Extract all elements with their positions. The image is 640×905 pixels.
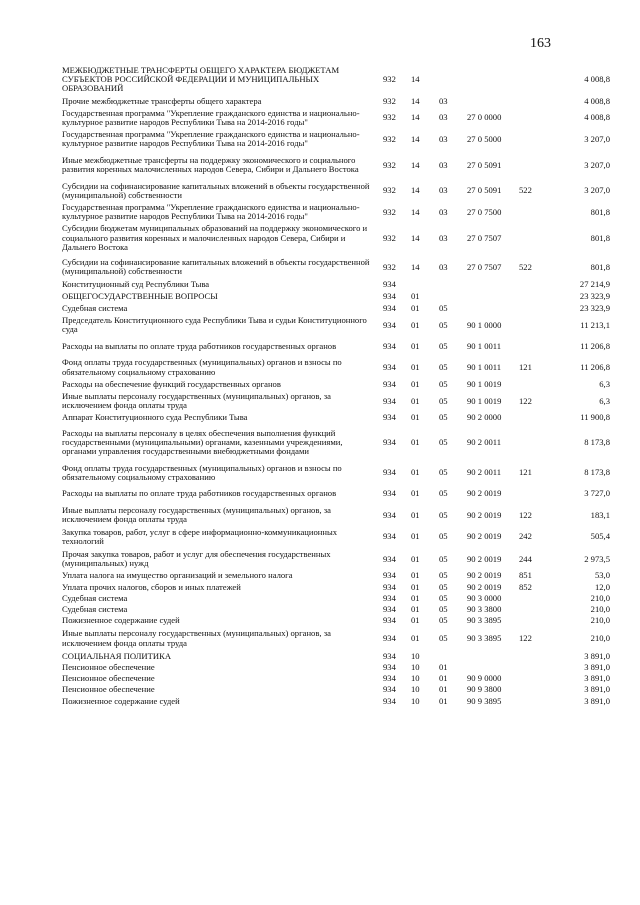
row-subsection-code: 03 [439, 261, 448, 272]
table-row [62, 280, 610, 289]
row-name: Субсидии на софинансирование капитальных вложений в объекты государственной (муниципальной) собственности [62, 180, 370, 200]
row-section-code: 01 [411, 340, 420, 351]
table-row [62, 594, 610, 603]
row-subsection-code: 05 [439, 340, 448, 351]
row-amount: 8 173,8 [584, 467, 610, 478]
row-section-code: 14 [411, 261, 420, 272]
row-amount: 53,0 [594, 570, 610, 581]
row-subsection-code: 05 [439, 488, 448, 499]
row-ministry-code: 934 [383, 488, 396, 499]
row-amount: 23 323,9 [579, 290, 610, 301]
row-section-code: 01 [411, 412, 420, 423]
row-target-article: 90 9 0000 [467, 673, 502, 684]
table-row [62, 571, 610, 580]
row-target-article: 27 0 7500 [467, 206, 502, 217]
row-name: Судебная система [62, 603, 128, 614]
row-ministry-code: 932 [383, 232, 396, 243]
row-ministry-code: 934 [383, 378, 396, 389]
row-amount: 6,3 [599, 378, 610, 389]
row-subsection-code: 03 [439, 206, 448, 217]
row-name: Уплата налога на имущество организаций и земельного налога [62, 570, 293, 581]
row-amount: 183,1 [590, 509, 610, 520]
table-row [62, 258, 610, 276]
row-name: Субсидии бюджетам муниципальных образований на поддержку экономического и социального развития коренных и малочисленных народов Севера, Сибири и Дальнего Востока [62, 223, 368, 252]
row-name: Пенсионное обеспечение [62, 661, 155, 672]
row-ministry-code: 934 [383, 531, 396, 542]
row-amount: 23 323,9 [579, 302, 610, 313]
row-amount: 11 900,8 [580, 412, 610, 423]
row-name: Закупка товаров, работ, услуг в сфере информационно-коммуникационных технологий [62, 526, 338, 546]
row-subsection-code: 01 [439, 695, 448, 706]
row-name: Аппарат Конституционного суда Республики Тыва [62, 412, 248, 423]
row-subsection-code: 05 [439, 592, 448, 603]
row-ministry-code: 934 [383, 673, 396, 684]
row-amount: 801,8 [590, 232, 610, 243]
row-name: СОЦИАЛЬНАЯ ПОЛИТИКА [62, 650, 172, 661]
row-section-code: 10 [411, 650, 420, 661]
row-name: Пожизненное содержание судей [62, 615, 180, 626]
row-amount: 27 214,9 [579, 279, 610, 290]
row-name: Государственная программа "Укрепление гражданского единства и национально-культурное развитие народов Республики Тыва на 2014-2016 годы" [62, 202, 360, 222]
table-row [62, 413, 610, 422]
row-subsection-code: 05 [439, 437, 448, 448]
table-row [62, 685, 610, 694]
row-name: Расходы на выплаты персоналу в целях обеспечения выполнения функций государственными (муниципальными) органами, казенными учреждениями, органами управления государственными внебюджетными фондами [62, 427, 343, 457]
row-amount: 4 008,8 [584, 112, 610, 123]
row-subsection-code: 05 [439, 531, 448, 542]
row-subsection-code: 05 [439, 467, 448, 478]
row-target-article: 90 1 0011 [467, 340, 502, 351]
row-expense-type: 522 [519, 261, 532, 272]
row-amount: 210,0 [590, 603, 610, 614]
row-section-code: 01 [411, 603, 420, 614]
row-ministry-code: 934 [383, 319, 396, 330]
row-section-code: 01 [411, 437, 420, 448]
table-row [62, 316, 610, 334]
row-subsection-code: 03 [439, 232, 448, 243]
row-target-article: 90 2 0000 [467, 412, 502, 423]
row-target-article: 90 2 0019 [467, 531, 502, 542]
row-target-article: 90 2 0011 [467, 467, 502, 478]
row-section-code: 14 [411, 232, 420, 243]
table-row [62, 97, 610, 106]
row-name: Расходы на обеспечение функций государственных органов [62, 378, 281, 389]
row-section-code: 01 [411, 592, 420, 603]
row-name: Пенсионное обеспечение [62, 673, 155, 684]
row-target-article: 27 0 0000 [467, 112, 502, 123]
row-amount: 505,4 [590, 531, 610, 542]
table-row [62, 182, 610, 200]
row-section-code: 14 [411, 74, 420, 85]
row-section-code: 14 [411, 185, 420, 196]
row-expense-type: 852 [519, 581, 532, 592]
row-subsection-code: 03 [439, 133, 448, 144]
row-amount: 3 891,0 [584, 673, 610, 684]
row-target-article: 90 2 0019 [467, 488, 502, 499]
row-target-article: 90 1 0019 [467, 378, 502, 389]
table-row [62, 629, 610, 647]
row-target-article: 90 2 0019 [467, 581, 502, 592]
row-ministry-code: 934 [383, 302, 396, 313]
table-row [62, 109, 610, 127]
row-target-article: 90 9 3895 [467, 695, 502, 706]
row-amount: 4 008,8 [584, 95, 610, 106]
row-ministry-code: 934 [383, 581, 396, 592]
table-row [62, 337, 610, 355]
row-name: Уплата прочих налогов, сборов и иных платежей [62, 581, 241, 592]
row-section-code: 10 [411, 695, 420, 706]
row-target-article: 90 1 0000 [467, 319, 502, 330]
row-ministry-code: 934 [383, 603, 396, 614]
table-row [62, 506, 610, 524]
table-row [62, 392, 610, 410]
row-section-code: 01 [411, 467, 420, 478]
row-ministry-code: 932 [383, 74, 396, 85]
row-section-code: 14 [411, 206, 420, 217]
row-name: Субсидии на софинансирование капитальных вложений в объекты государственной (муниципальной) собственности [62, 257, 370, 277]
row-target-article: 90 2 0011 [467, 437, 502, 448]
row-amount: 3 891,0 [584, 650, 610, 661]
table-row [62, 292, 610, 301]
row-target-article: 90 3 3895 [467, 615, 502, 626]
row-amount: 3 207,0 [584, 133, 610, 144]
table-row [62, 583, 610, 592]
row-ministry-code: 934 [383, 279, 396, 290]
table-row [62, 697, 610, 706]
row-expense-type: 244 [519, 553, 532, 564]
row-expense-type: 851 [519, 570, 532, 581]
row-name: Расходы на выплаты по оплате труда работников государственных органов [62, 340, 337, 351]
row-ministry-code: 934 [383, 570, 396, 581]
row-name: Фонд оплаты труда государственных (муниципальных) органов и взносы по обязательному социальному страхованию [62, 357, 342, 377]
row-amount: 6,3 [599, 395, 610, 406]
row-subsection-code: 05 [439, 378, 448, 389]
row-target-article: 90 1 0011 [467, 362, 502, 373]
row-amount: 11 206,8 [580, 362, 610, 373]
row-ministry-code: 934 [383, 650, 396, 661]
row-ministry-code: 934 [383, 695, 396, 706]
row-ministry-code: 934 [383, 509, 396, 520]
row-section-code: 01 [411, 570, 420, 581]
row-section-code: 14 [411, 159, 420, 170]
row-name: Государственная программа "Укрепление гражданского единства и национально-культурное развитие народов Республики Тыва на 2014-2016 годы" [62, 107, 360, 128]
row-section-code: 01 [411, 319, 420, 330]
row-name: Прочая закупка товаров, работ и услуг для обеспечения государственных (муниципальных) нужд [62, 548, 331, 569]
row-name: Иные межбюджетные трансферты на поддержку экономического и социального развития коренных малочисленных народов Севера, Сибири и Дальнего Востока [62, 154, 359, 175]
table-row [62, 464, 610, 482]
row-subsection-code: 05 [439, 615, 448, 626]
row-name: ОБЩЕГОСУДАРСТВЕННЫЕ ВОПРОСЫ [62, 290, 218, 301]
row-amount: 11 213,1 [580, 319, 610, 330]
row-target-article: 90 2 0019 [467, 570, 502, 581]
row-section-code: 01 [411, 290, 420, 301]
budget-table [62, 66, 610, 706]
table-row [62, 304, 610, 313]
row-subsection-code: 05 [439, 412, 448, 423]
table-row [62, 652, 610, 661]
row-expense-type: 122 [519, 632, 532, 643]
row-name: Иные выплаты персоналу государственных (муниципальных) органов, за исключением фонда оплаты труда [62, 505, 331, 525]
row-section-code: 01 [411, 362, 420, 373]
row-section-code: 10 [411, 661, 420, 672]
row-ministry-code: 934 [383, 553, 396, 564]
row-ministry-code: 934 [383, 592, 396, 603]
row-ministry-code: 932 [383, 95, 396, 106]
row-name: Судебная система [62, 302, 128, 313]
table-row [62, 224, 610, 252]
row-subsection-code: 01 [439, 661, 448, 672]
row-subsection-code: 01 [439, 684, 448, 695]
row-subsection-code: 05 [439, 603, 448, 614]
table-row [62, 66, 610, 94]
row-target-article: 27 0 5091 [467, 185, 502, 196]
row-ministry-code: 934 [383, 684, 396, 695]
row-target-article: 90 9 3800 [467, 684, 502, 695]
row-expense-type: 242 [519, 531, 532, 542]
row-subsection-code: 03 [439, 95, 448, 106]
row-amount: 11 206,8 [580, 340, 610, 351]
row-name: Иные выплаты персоналу государственных (муниципальных) органов, за исключением фонда оплаты труда [62, 628, 331, 648]
row-amount: 801,8 [590, 206, 610, 217]
row-ministry-code: 934 [383, 632, 396, 643]
row-subsection-code: 03 [439, 159, 448, 170]
row-amount: 12,0 [594, 581, 610, 592]
row-subsection-code: 03 [439, 112, 448, 123]
row-amount: 3 891,0 [584, 684, 610, 695]
row-name: Конституционный суд Республики Тыва [62, 279, 210, 290]
row-name: Иные выплаты персоналу государственных (муниципальных) органов, за исключением фонда оплаты труда [62, 391, 331, 411]
row-expense-type: 522 [519, 185, 532, 196]
row-target-article: 90 3 3800 [467, 603, 502, 614]
row-target-article: 27 0 7507 [467, 232, 502, 243]
row-target-article: 90 3 0000 [467, 592, 502, 603]
row-name: Фонд оплаты труда государственных (муниципальных) органов и взносы по обязательному социальному страхованию [62, 462, 342, 482]
row-name: Председатель Конституционного суда Республики Тыва и судьи Конституционного суда [62, 315, 367, 335]
row-amount: 8 173,8 [584, 437, 610, 448]
row-section-code: 01 [411, 302, 420, 313]
table-row [62, 616, 610, 625]
row-ministry-code: 934 [383, 437, 396, 448]
row-section-code: 01 [411, 509, 420, 520]
row-subsection-code: 03 [439, 185, 448, 196]
row-subsection-code: 05 [439, 632, 448, 643]
row-amount: 3 891,0 [584, 695, 610, 706]
row-ministry-code: 934 [383, 395, 396, 406]
row-expense-type: 122 [519, 395, 532, 406]
row-section-code: 01 [411, 395, 420, 406]
row-name: Пожизненное содержание судей [62, 695, 180, 706]
row-name: Судебная система [62, 592, 128, 603]
row-ministry-code: 934 [383, 661, 396, 672]
row-ministry-code: 932 [383, 185, 396, 196]
row-target-article: 27 0 5091 [467, 159, 502, 170]
row-ministry-code: 932 [383, 206, 396, 217]
row-subsection-code: 05 [439, 395, 448, 406]
table-row [62, 358, 610, 376]
row-target-article: 90 1 0019 [467, 395, 502, 406]
table-row [62, 130, 610, 148]
row-expense-type: 121 [519, 362, 532, 373]
table-row [62, 663, 610, 672]
row-section-code: 14 [411, 95, 420, 106]
row-amount: 3 727,0 [584, 488, 610, 499]
row-subsection-code: 05 [439, 319, 448, 330]
row-ministry-code: 934 [383, 340, 396, 351]
row-ministry-code: 932 [383, 261, 396, 272]
row-ministry-code: 934 [383, 615, 396, 626]
row-name: Государственная программа "Укрепление гражданского единства и национально-культурное развитие народов Республики Тыва на 2014-2016 годы" [62, 129, 360, 149]
row-section-code: 01 [411, 581, 420, 592]
row-amount: 210,0 [590, 615, 610, 626]
row-ministry-code: 934 [383, 362, 396, 373]
row-amount: 2 973,5 [584, 553, 610, 564]
row-target-article: 27 0 5000 [467, 133, 502, 144]
row-section-code: 10 [411, 684, 420, 695]
row-amount: 3 207,0 [584, 159, 610, 170]
row-name: МЕЖБЮДЖЕТНЫЕ ТРАНСФЕРТЫ ОБЩЕГО ХАРАКТЕРА БЮДЖЕТАМ СУБЪЕКТОВ РОССИЙСКОЙ ФЕДЕРАЦИИ И МУНИЦИПАЛЬНЫХ ОБРАЗОВАНИЙ [62, 65, 340, 94]
row-subsection-code: 05 [439, 553, 448, 564]
row-subsection-code: 05 [439, 302, 448, 313]
row-ministry-code: 934 [383, 412, 396, 423]
row-section-code: 01 [411, 553, 420, 564]
row-ministry-code: 934 [383, 467, 396, 478]
row-amount: 3 207,0 [584, 185, 610, 196]
row-amount: 801,8 [590, 261, 610, 272]
row-expense-type: 122 [519, 509, 532, 520]
table-row [62, 550, 610, 568]
row-section-code: 10 [411, 673, 420, 684]
table-row [62, 203, 610, 221]
table-row [62, 674, 610, 683]
row-section-code: 01 [411, 615, 420, 626]
row-ministry-code: 932 [383, 159, 396, 170]
table-row [62, 425, 610, 461]
row-section-code: 14 [411, 133, 420, 144]
table-row [62, 380, 610, 389]
row-ministry-code: 934 [383, 290, 396, 301]
row-subsection-code: 05 [439, 581, 448, 592]
row-name: Расходы на выплаты по оплате труда работников государственных органов [62, 488, 337, 499]
row-target-article: 90 3 3895 [467, 632, 502, 643]
page-number: 163 [530, 36, 551, 51]
row-ministry-code: 932 [383, 133, 396, 144]
row-section-code: 14 [411, 112, 420, 123]
table-row [62, 605, 610, 614]
row-amount: 210,0 [590, 632, 610, 643]
row-section-code: 01 [411, 531, 420, 542]
row-name: Прочие межбюджетные трансферты общего характера [62, 95, 262, 106]
row-subsection-code: 05 [439, 570, 448, 581]
row-expense-type: 121 [519, 467, 532, 478]
table-row [62, 485, 610, 503]
row-ministry-code: 932 [383, 112, 396, 123]
row-target-article: 90 2 0019 [467, 553, 502, 564]
row-target-article: 27 0 7507 [467, 261, 502, 272]
row-section-code: 01 [411, 632, 420, 643]
row-target-article: 90 2 0019 [467, 509, 502, 520]
table-row [62, 152, 610, 179]
row-subsection-code: 05 [439, 509, 448, 520]
row-amount: 210,0 [590, 592, 610, 603]
row-section-code: 01 [411, 378, 420, 389]
row-subsection-code: 01 [439, 673, 448, 684]
table-row [62, 528, 610, 546]
row-subsection-code: 05 [439, 362, 448, 373]
row-amount: 3 891,0 [584, 661, 610, 672]
row-section-code: 01 [411, 488, 420, 499]
row-name: Пенсионное обеспечение [62, 684, 155, 695]
row-amount: 4 008,8 [584, 74, 610, 85]
